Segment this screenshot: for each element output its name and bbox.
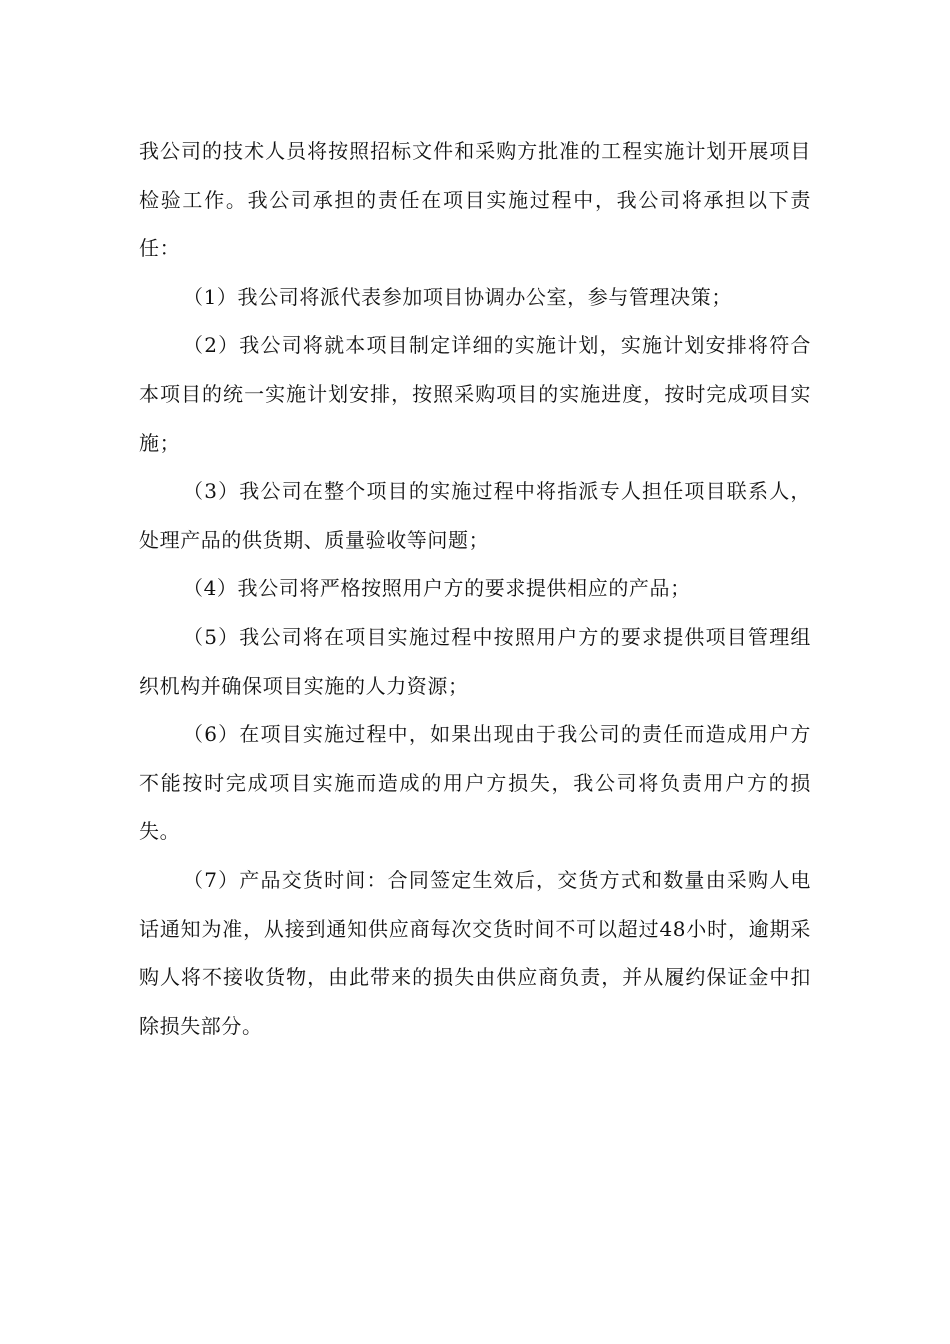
paragraph-item-7: （7）产品交货时间：合同签定生效后，交货方式和数量由采购人电话通知为准，从接到通知供应商每次交货时间不可以超过48小时，逾期采购人将不接收货物，由此带来的损失由供应商负责，并从履约保证金中扣除损失部分。 xyxy=(139,867,811,1038)
paragraph-item-3: （3）我公司在整个项目的实施过程中将指派专人担任项目联系人，处理产品的供货期、质量验收等问题； xyxy=(139,479,811,552)
paragraph-item-1: （1）我公司将派代表参加项目协调办公室，参与管理决策； xyxy=(183,284,732,309)
paragraph-item-5: （5）我公司将在项目实施过程中按照用户方的要求提供项目管理组织机构并确保项目实施的人力资源； xyxy=(139,624,811,698)
paragraph-item-2: （2）我公司将就本项目制定详细的实施计划，实施计划安排将符合本项目的统一实施计划安排，按照采购项目的实施进度，按时完成项目实施； xyxy=(139,333,811,455)
paragraph-item-4: （4）我公司将严格按照用户方的要求提供相应的产品； xyxy=(183,576,691,601)
paragraph-intro: 我公司的技术人员将按照招标文件和采购方批准的工程实施计划开展项目检验工作。我公司承担的责任在项目实施过程中，我公司将承担以下责任： xyxy=(139,139,811,261)
paragraph-item-6: （6）在项目实施过程中，如果出现由于我公司的责任而造成用户方不能按时完成项目实施而造成的用户方损失，我公司将负责用户方的损失。 xyxy=(139,722,811,844)
document-body xyxy=(139,127,811,1050)
